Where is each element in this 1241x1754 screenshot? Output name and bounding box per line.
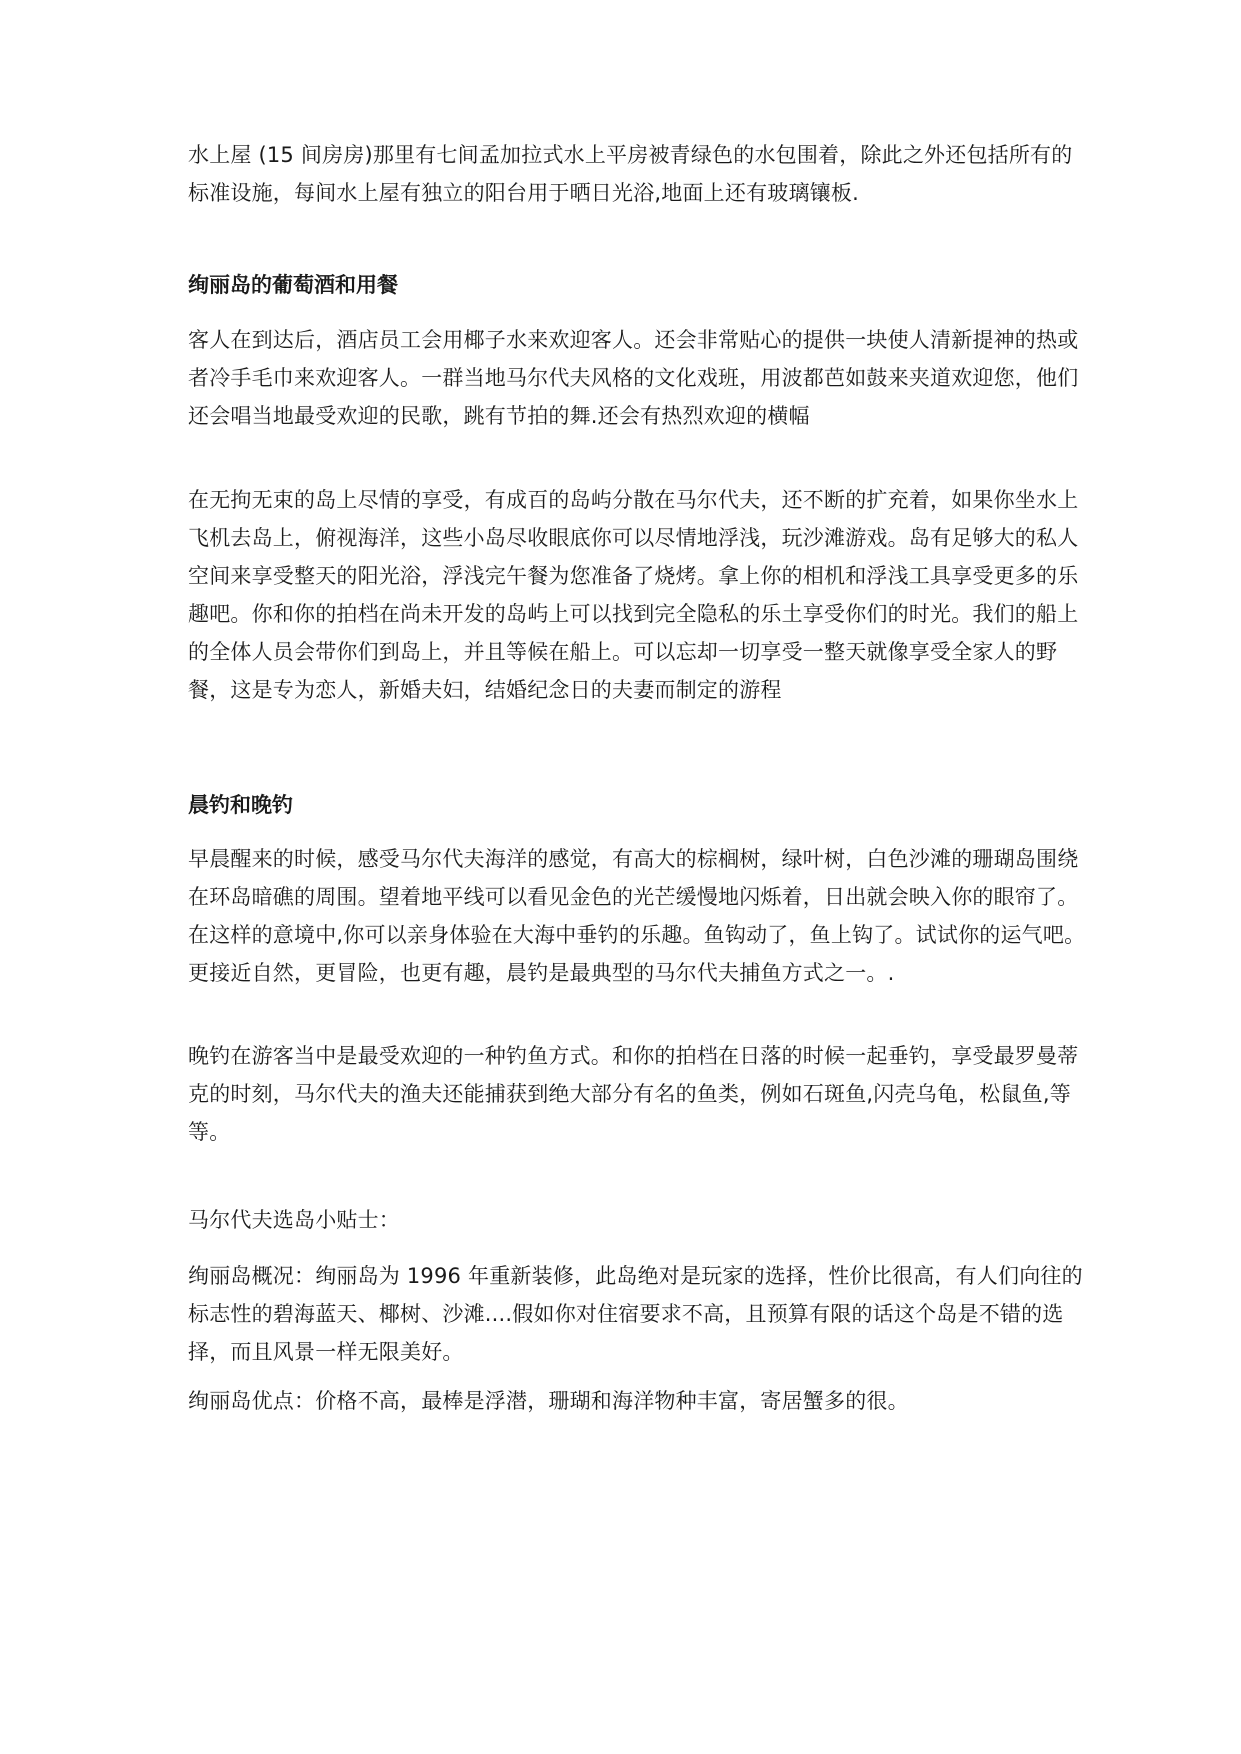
tips-title: 马尔代夫选岛小贴士： (188, 1208, 400, 1232)
tips-advantages-paragraph: 绚丽岛优点：价格不高，最棒是浮潜，珊瑚和海洋物种丰富，寄居蟹多的很。 (188, 1389, 909, 1413)
intro-paragraph: 水上屋 (15 间房房)那里有七间孟加拉式水上平房被青绿色的水包围着，除此之外还包括所有的标准设施，每间水上屋有独立的阳台用于晒日光浴,地面上还有玻璃镶板. (188, 143, 1073, 205)
fishing-paragraph-2: 晚钓在游客当中是最受欢迎的一种钓鱼方式。和你的拍档在日落的时候一起垂钓，享受最罗曼蒂克的时刻，马尔代夫的渔夫还能捕获到绝大部分有名的鱼类，例如石斑鱼,闪壳乌龟，松鼠鱼,等等。 (188, 1044, 1079, 1144)
wine-dining-paragraph-2: 在无拘无束的岛上尽情的享受，有成百的岛屿分散在马尔代夫，还不断的扩充着，如果你坐水上飞机去岛上，俯视海洋，这些小岛尽收眼底你可以尽情地浮浅，玩沙滩游戏。岛有足够大的私人空间来享受整天的阳光浴，浮浅完午餐为您准备了烧烤。拿上你的相机和浮浅工具享受更多的乐趣吧。你和你的拍档在尚未开发的岛屿上可以找到完全隐私的乐土享受你们的时光。我们的船上的全体人员会带你们到岛上，并且等候在船上。可以忘却一切享受一整天就像享受全家人的野餐，这是专为恋人，新婚夫妇，结婚纪念日的夫妻而制定的游程 (188, 488, 1079, 702)
fishing-paragraph-1: 早晨醒来的时候，感受马尔代夫海洋的感觉，有高大的棕榈树，绿叶树，白色沙滩的珊瑚岛围绕在环岛暗礁的周围。望着地平线可以看见金色的光芒缓慢地闪烁着，日出就会映入你的眼帘了。在这样的意境中,你可以亲身体验在大海中垂钓的乐趣。鱼钩动了，鱼上钩了。试试你的运气吧。更接近自然，更冒险，也更有趣，晨钓是最典型的马尔代夫捕鱼方式之一。. (188, 847, 1086, 985)
section-heading-wine-dining: 绚丽岛的葡萄酒和用餐 (188, 273, 398, 297)
wine-dining-paragraph-1: 客人在到达后，酒店员工会用椰子水来欢迎客人。还会非常贴心的提供一块使人清新提神的热或者冷手毛巾来欢迎客人。一群当地马尔代夫风格的文化戏班，用波都芭如鼓来夹道欢迎您，他们还会唱当地最受欢迎的民歌，跳有节拍的舞.还会有热烈欢迎的横幅 (188, 328, 1079, 428)
tips-overview-paragraph: 绚丽岛概况：绚丽岛为 1996 年重新装修，此岛绝对是玩家的选择，性价比很高，有人们向往的标志性的碧海蓝天、椰树、沙滩....假如你对住宿要求不高，且预算有限的话这个岛是不错的选择，而且风景一样无限美好。 (188, 1264, 1083, 1364)
section-heading-fishing: 晨钓和晚钓 (188, 793, 293, 817)
